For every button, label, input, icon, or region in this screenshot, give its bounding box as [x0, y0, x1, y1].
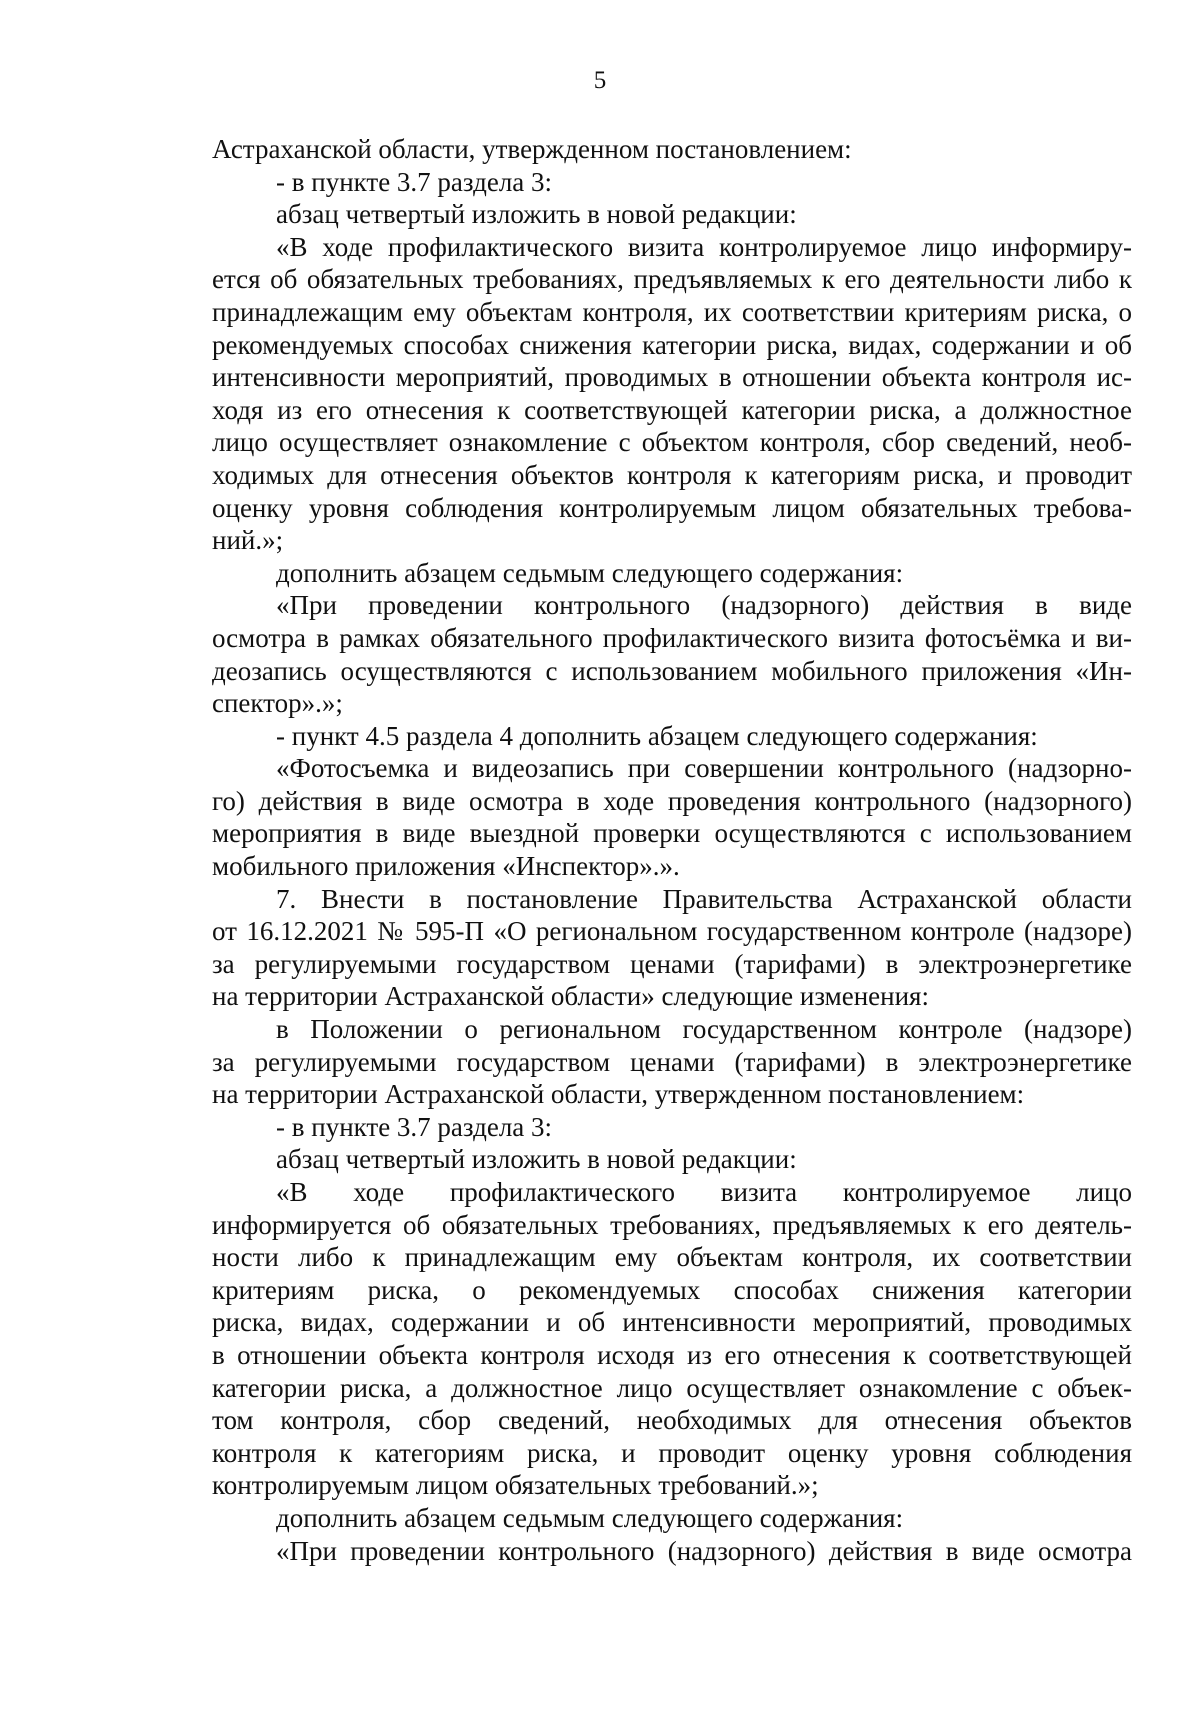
text-line: в Положении о региональном государственном контроле (надзоре)	[276, 1014, 1132, 1045]
text-line: на территории Астраханской области, утвержденном постановлением:	[212, 1079, 1025, 1110]
text-line: го) действия в виде осмотра в ходе проведения контрольного (надзорного)	[212, 785, 1132, 816]
text-line: рекомендуемых способах снижения категории риска, видах, содержании и об	[212, 329, 1132, 360]
text-line: принадлежащим ему объектам контроля, их соответствии критериям риска, о	[212, 296, 1132, 327]
text-line: дополнить абзацем седьмым следующего содержания:	[276, 557, 904, 588]
text-line: дополнить абзацем седьмым следующего содержания:	[276, 1502, 904, 1533]
text-line: абзац четвертый изложить в новой редакции:	[276, 1144, 797, 1175]
text-line: ходя из его отнесения к соответствующей категории риска, а должностное	[212, 394, 1132, 425]
text-line: на территории Астраханской области» следующие изменения:	[212, 981, 929, 1012]
text-line: от 16.12.2021 № 595-П «О региональном государственном контроле (надзоре)	[212, 916, 1132, 947]
text-line: за регулируемыми государством ценами (тарифами) в электроэнергетике	[212, 948, 1132, 979]
text-line: осмотра в рамках обязательного профилактического визита фотосъёмка и ви-	[212, 622, 1132, 653]
text-line: абзац четвертый изложить в новой редакции:	[276, 199, 797, 230]
text-line: категории риска, а должностное лицо осуществляет ознакомление с объек-	[212, 1372, 1132, 1403]
text-line: ний.»;	[212, 525, 284, 556]
text-line: том контроля, сбор сведений, необходимых для отнесения объектов	[212, 1405, 1132, 1436]
text-line: «В ходе профилактического визита контролируемое лицо	[276, 1177, 1132, 1207]
text-line: - в пункте 3.7 раздела 3:	[276, 166, 553, 197]
text-line: риска, видах, содержании и об интенсивности мероприятий, проводимых	[212, 1307, 1132, 1338]
text-line: «При проведении контрольного (надзорного) действия в виде	[276, 590, 1132, 621]
text-line: спектор».»;	[212, 688, 343, 719]
text-line: информируется об обязательных требованиях, предъявляемых к его деятель-	[212, 1209, 1132, 1240]
text-line: за регулируемыми государством ценами (тарифами) в электроэнергетике	[212, 1046, 1132, 1077]
text-line: - пункт 4.5 раздела 4 дополнить абзацем следующего содержания:	[276, 720, 1038, 751]
text-line: «При проведении контрольного (надзорного) действия в виде осмотра	[276, 1535, 1132, 1566]
text-line: контроля к категориям риска, и проводит оценку уровня соблюдения	[212, 1437, 1132, 1468]
text-line: ности либо к принадлежащим ему объектам контроля, их соответствии	[212, 1242, 1132, 1273]
text-line: интенсивности мероприятий, проводимых в отношении объекта контроля ис-	[212, 362, 1132, 393]
text-line: оценку уровня соблюдения контролируемым лицом обязательных требова-	[212, 492, 1132, 523]
text-line: 7. Внести в постановление Правительства Астраханской области	[276, 883, 1132, 914]
text-line: контролируемым лицом обязательных требований.»;	[212, 1470, 819, 1501]
text-line: ходимых для отнесения объектов контроля к категориям риска, и проводит	[212, 459, 1132, 490]
page-number: 5	[593, 67, 607, 94]
text-line: в отношении объекта контроля исходя из его отнесения к соответствующей	[212, 1339, 1132, 1370]
text-line: деозапись осуществляются с использованием мобильного приложения «Ин-	[212, 655, 1132, 686]
text-line: мобильного приложения «Инспектор».».	[212, 851, 680, 882]
document-body	[212, 133, 1132, 1567]
text-line: ется об обязательных требованиях, предъявляемых к его деятельности либо к	[212, 264, 1132, 295]
text-line: «В ходе профилактического визита контролируемое лицо информиру-	[276, 231, 1132, 262]
text-line: критериям риска, о рекомендуемых способах снижения категории	[212, 1274, 1132, 1305]
text-line: - в пункте 3.7 раздела 3:	[276, 1111, 553, 1142]
text-line: «Фотосъемка и видеозапись при совершении контрольного (надзорно-	[276, 753, 1132, 784]
text-line: Астраханской области, утвержденном постановлением:	[212, 134, 852, 164]
text-line: мероприятия в виде выездной проверки осуществляются с использованием	[212, 818, 1132, 849]
text-line: лицо осуществляет ознакомление с объектом контроля, сбор сведений, необ-	[212, 427, 1132, 458]
